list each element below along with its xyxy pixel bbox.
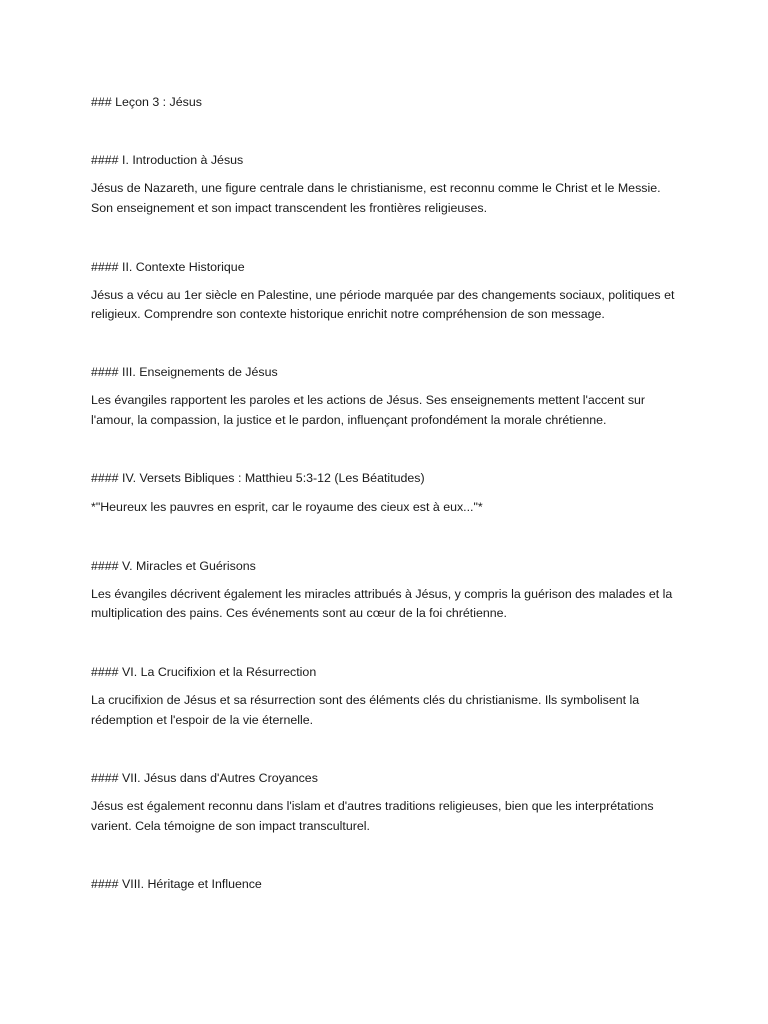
paragraph-line: La crucifixion de Jésus et sa résurrection sont des éléments clés du christianisme. Ils symbolisent la	[91, 693, 640, 707]
paragraph-line: Les évangiles rapportent les paroles et les actions de Jésus. Ses enseignements mettent l'accent sur	[91, 393, 646, 407]
paragraph-line: Jésus a vécu au 1er siècle en Palestine, une période marquée par des changements sociaux, politiques et	[91, 288, 675, 302]
paragraph-line: Les évangiles décrivent également les miracles attribués à Jésus, y compris la guérison des malades et la	[91, 587, 673, 601]
paragraph-line: Jésus est également reconnu dans l'islam et d'autres traditions religieuses, bien que les interprétations	[91, 799, 654, 813]
quote-line: *"Heureux les pauvres en esprit, car le royaume des cieux est à eux..."*	[91, 500, 483, 514]
section-heading-contexte: #### II. Contexte Historique	[91, 260, 245, 274]
section-heading-versets: #### IV. Versets Bibliques : Matthieu 5:3-12 (Les Béatitudes)	[91, 471, 425, 485]
section-heading-crucifixion: #### VI. La Crucifixion et la Résurrection	[91, 665, 317, 679]
paragraph-line: rédemption et l'espoir de la vie éternelle.	[91, 713, 314, 727]
section-heading-introduction: #### I. Introduction à Jésus	[91, 153, 244, 167]
paragraph-line: Son enseignement et son impact transcendent les frontières religieuses.	[91, 201, 488, 215]
lesson-title: ### Leçon 3 : Jésus	[91, 95, 202, 109]
section-heading-autres-croyances: #### VII. Jésus dans d'Autres Croyances	[91, 771, 318, 785]
paragraph-line: l'amour, la compassion, la justice et le pardon, influençant profondément la morale chrétienne.	[91, 413, 607, 427]
section-heading-miracles: #### V. Miracles et Guérisons	[91, 559, 256, 573]
paragraph-line: multiplication des pains. Ces événements sont au cœur de la foi chrétienne.	[91, 606, 507, 620]
paragraph-line: religieux. Comprendre son contexte historique enrichit notre compréhension de son message.	[91, 307, 605, 321]
paragraph-line: varient. Cela témoigne de son impact transculturel.	[91, 819, 370, 833]
section-heading-heritage: #### VIII. Héritage et Influence	[91, 877, 262, 891]
section-heading-enseignements: #### III. Enseignements de Jésus	[91, 365, 278, 379]
paragraph-line: Jésus de Nazareth, une figure centrale dans le christianisme, est reconnu comme le Christ et le Messie.	[91, 181, 661, 195]
